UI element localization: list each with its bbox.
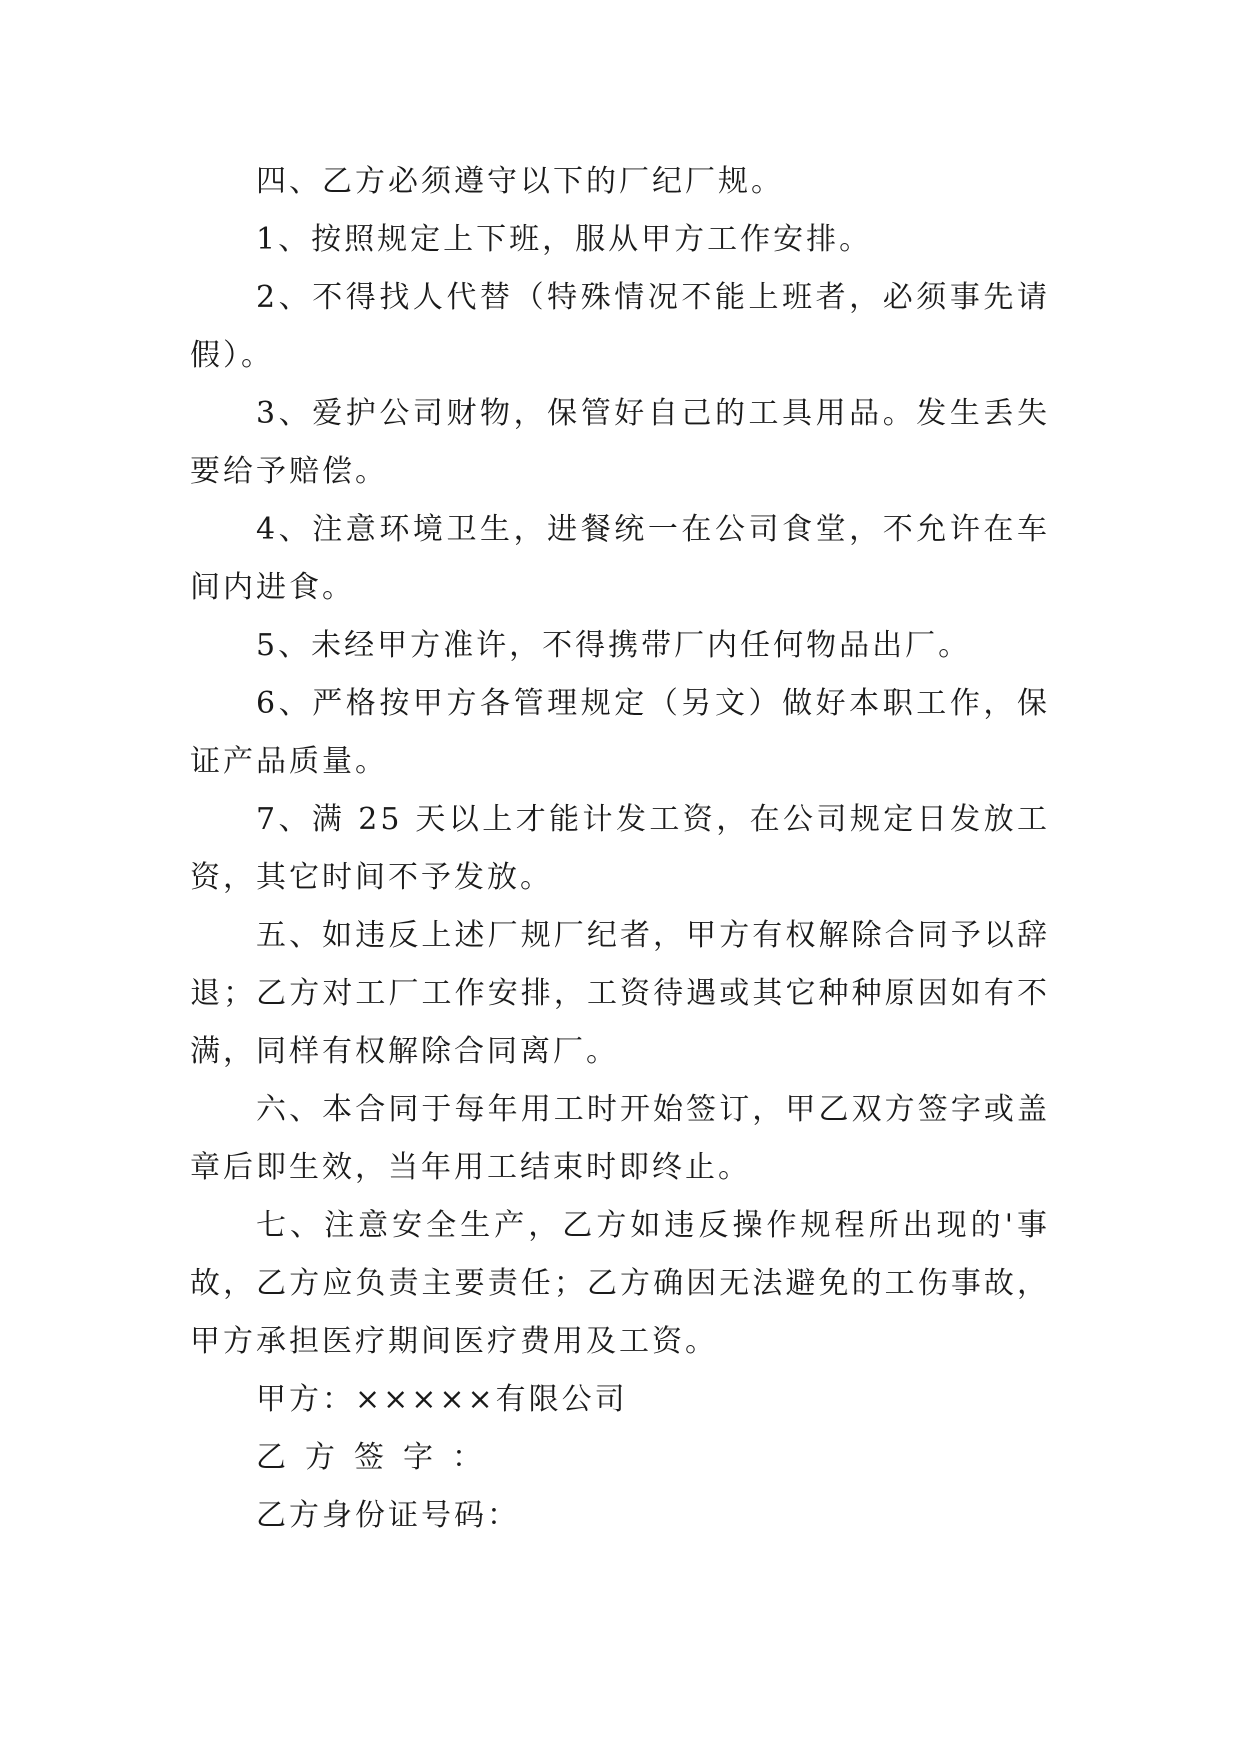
section-five-paragraph: 五、如违反上述厂规厂纪者，甲方有权解除合同予以辞退；乙方对工厂工作安排，工资待遇或其它种种原因如有不满，同样有权解除合同离厂。 (190, 918, 1050, 1069)
rule-item-6: 6、严格按甲方各管理规定（另文）做好本职工作，保证产品质量。 (190, 686, 1050, 779)
section-four-heading: 四、乙方必须遵守以下的厂纪厂规。 (256, 164, 784, 199)
rule-item-7: 7、满 25 天以上才能计发工资，在公司规定日发放工资，其它时间不予发放。 (190, 802, 1050, 895)
section-seven-paragraph: 七、注意安全生产，乙方如违反操作规程所出现的'事故，乙方应负责主要责任；乙方确因无法避免的工伤事故，甲方承担医疗期间医疗费用及工资。 (190, 1208, 1050, 1359)
rule-item-3: 3、爱护公司财物，保管好自己的工具用品。发生丢失要给予赔偿。 (190, 396, 1050, 489)
party-b-id-line: 乙方身份证号码： (256, 1498, 520, 1533)
document-body (190, 153, 1050, 1545)
section-six-paragraph: 六、本合同于每年用工时开始签订，甲乙双方签字或盖章后即生效，当年用工结束时即终止。 (190, 1092, 1050, 1185)
rule-item-4: 4、注意环境卫生，进餐统一在公司食堂，不允许在车间内进食。 (190, 512, 1050, 605)
rule-item-2: 2、不得找人代替（特殊情况不能上班者，必须事先请假）。 (190, 280, 1050, 373)
rule-item-1: 1、按照规定上下班，服从甲方工作安排。 (256, 222, 873, 257)
rule-item-5: 5、未经甲方准许，不得携带厂内任何物品出厂。 (256, 628, 972, 663)
party-b-signature-line: 乙方签字： (256, 1440, 501, 1475)
party-a-line: 甲方：×××××有限公司 (256, 1382, 628, 1417)
